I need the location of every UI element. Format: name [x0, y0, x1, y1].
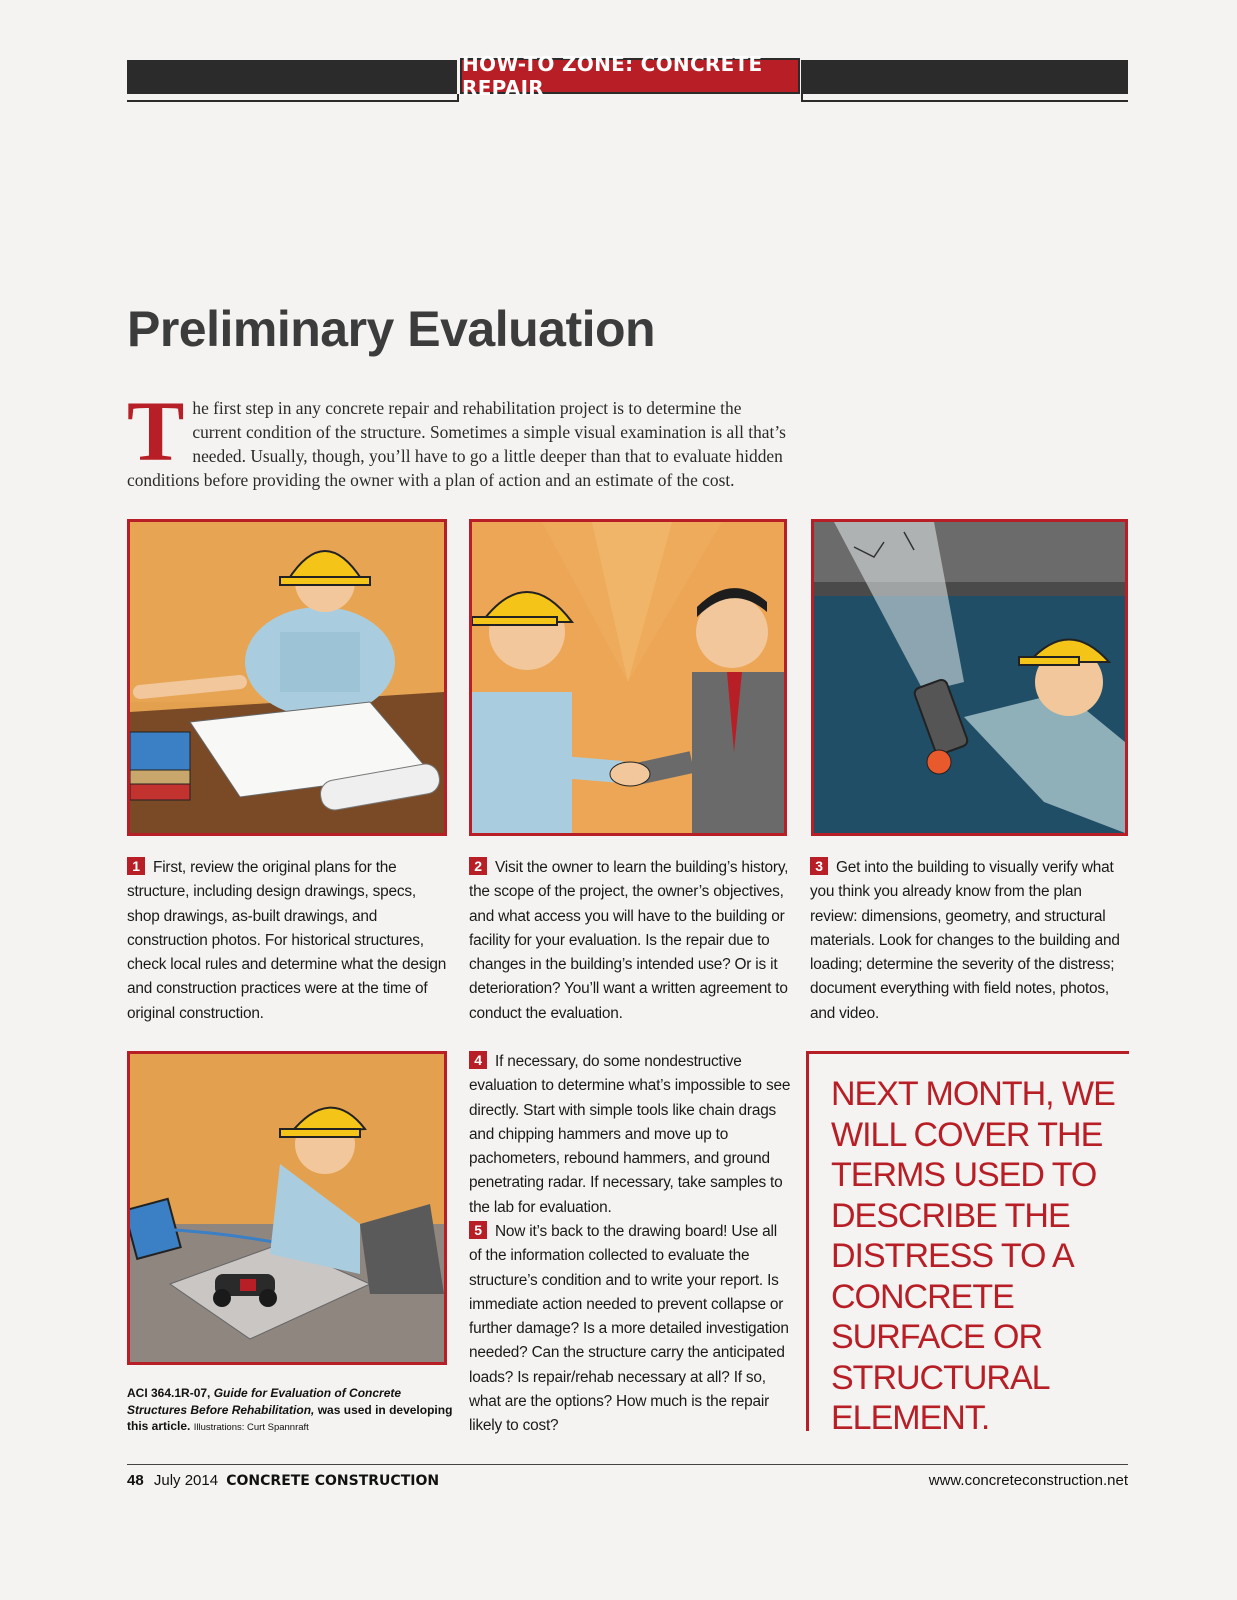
issue-date: July 2014	[153, 1472, 219, 1489]
page-number: 48	[127, 1472, 144, 1489]
footer-folio	[127, 1472, 439, 1489]
illustration-handshake	[469, 519, 787, 836]
drop-cap: T	[127, 383, 185, 479]
footer-rule	[127, 1464, 1128, 1465]
step-text: If necessary, do some nondestructive evaluation to determine what’s impossible to see directly. Start with simple tools like chain drags and chipping hammers and move up to pachometers, rebound hammers, and ground penetrating radar. If necessary, take samples to the lab for evaluation.	[469, 1053, 791, 1216]
step-5	[469, 1220, 791, 1439]
source-credit	[127, 1385, 457, 1437]
page-title: Preliminary Evaluation	[127, 301, 656, 357]
header-tick-right	[801, 94, 803, 102]
section-header: HOW-TO ZONE: CONCRETE REPAIR	[460, 58, 800, 94]
illustration-flashlight-inspection	[811, 519, 1128, 836]
credit-rest: was used in developing this article.	[127, 1402, 453, 1433]
step-3	[810, 856, 1130, 1026]
illustration-nondestructive-test	[127, 1051, 447, 1365]
header-rule-right	[801, 100, 1128, 102]
header-rule-left	[127, 100, 457, 102]
magazine-name: CONCRETE CONSTRUCTION	[226, 1473, 440, 1489]
callout-text: NEXT MONTH, WE WILL COVER THE TERMS USED TO DESCRIBE THE DISTRESS TO A CONCRETE SURFACE OR STRUCTURAL ELEMENT.	[831, 1075, 1115, 1437]
step-text: First, review the original plans for the structure, including design drawings, specs, shop drawings, as-built drawings, and construction photos. For historical structures, check local rules and determine what the design and construction practices were at the time of original construction.	[127, 859, 447, 1022]
website-link[interactable]: www.concreteconstruction.net	[928, 1472, 1128, 1489]
step-text: Get into the building to visually verify what you think you already know from the plan review: dimensions, geometry, and structural materials. Look for changes to the building and loading; determine the severity of the distress; document everything with field notes, photos, and video.	[810, 859, 1120, 1022]
step-2	[469, 856, 791, 1026]
step-number-badge: 2	[469, 857, 487, 875]
illustration-credit: Illustrations: Curt Spannraft	[193, 1422, 309, 1433]
step-number-badge: 4	[469, 1051, 487, 1069]
intro-text: he first step in any concrete repair and rehabilitation project is to determine the current condition of the structure. Sometimes a simple visual examination is all that’s needed. Usually, though, you’ll have to go a little deeper than that to evaluate hidden conditions before providing the owner with a plan of action and an estimate of the cost.	[127, 398, 786, 490]
step-4	[469, 1050, 791, 1220]
credit-ref: ACI 364.1R-07,	[127, 1386, 211, 1400]
step-1	[127, 856, 452, 1026]
header-tick-left	[457, 94, 459, 102]
credit-title: Guide for Evaluation of Concrete Structures Before Rehabilitation,	[127, 1386, 402, 1417]
illustration-review-plans	[127, 519, 447, 836]
step-text: Now it’s back to the drawing board! Use all of the information collected to evaluate the structure’s condition and to write your report. Is immediate action needed to prevent collapse or further damage? Is a more detailed investigation needed? Can the structure carry the anticipated loads? Is repair/rehab necessary at all? If so, what are the options? How much is the repair likely to cost?	[469, 1223, 789, 1435]
header-bar-right	[801, 60, 1128, 94]
step-text: Visit the owner to learn the building’s history, the scope of the project, the owner’s objectives, and what access you will have to the building or facility for your evaluation. Is the repair due to changes in the building’s intended use? Or is it deterioration? You’ll want a written agreement to conduct the evaluation.	[469, 859, 789, 1022]
intro-paragraph	[127, 383, 787, 492]
header-bar-left	[127, 60, 457, 94]
step-number-badge: 3	[810, 857, 828, 875]
step-number-badge: 1	[127, 857, 145, 875]
next-month-callout	[806, 1051, 1129, 1437]
step-number-badge: 5	[469, 1221, 487, 1239]
